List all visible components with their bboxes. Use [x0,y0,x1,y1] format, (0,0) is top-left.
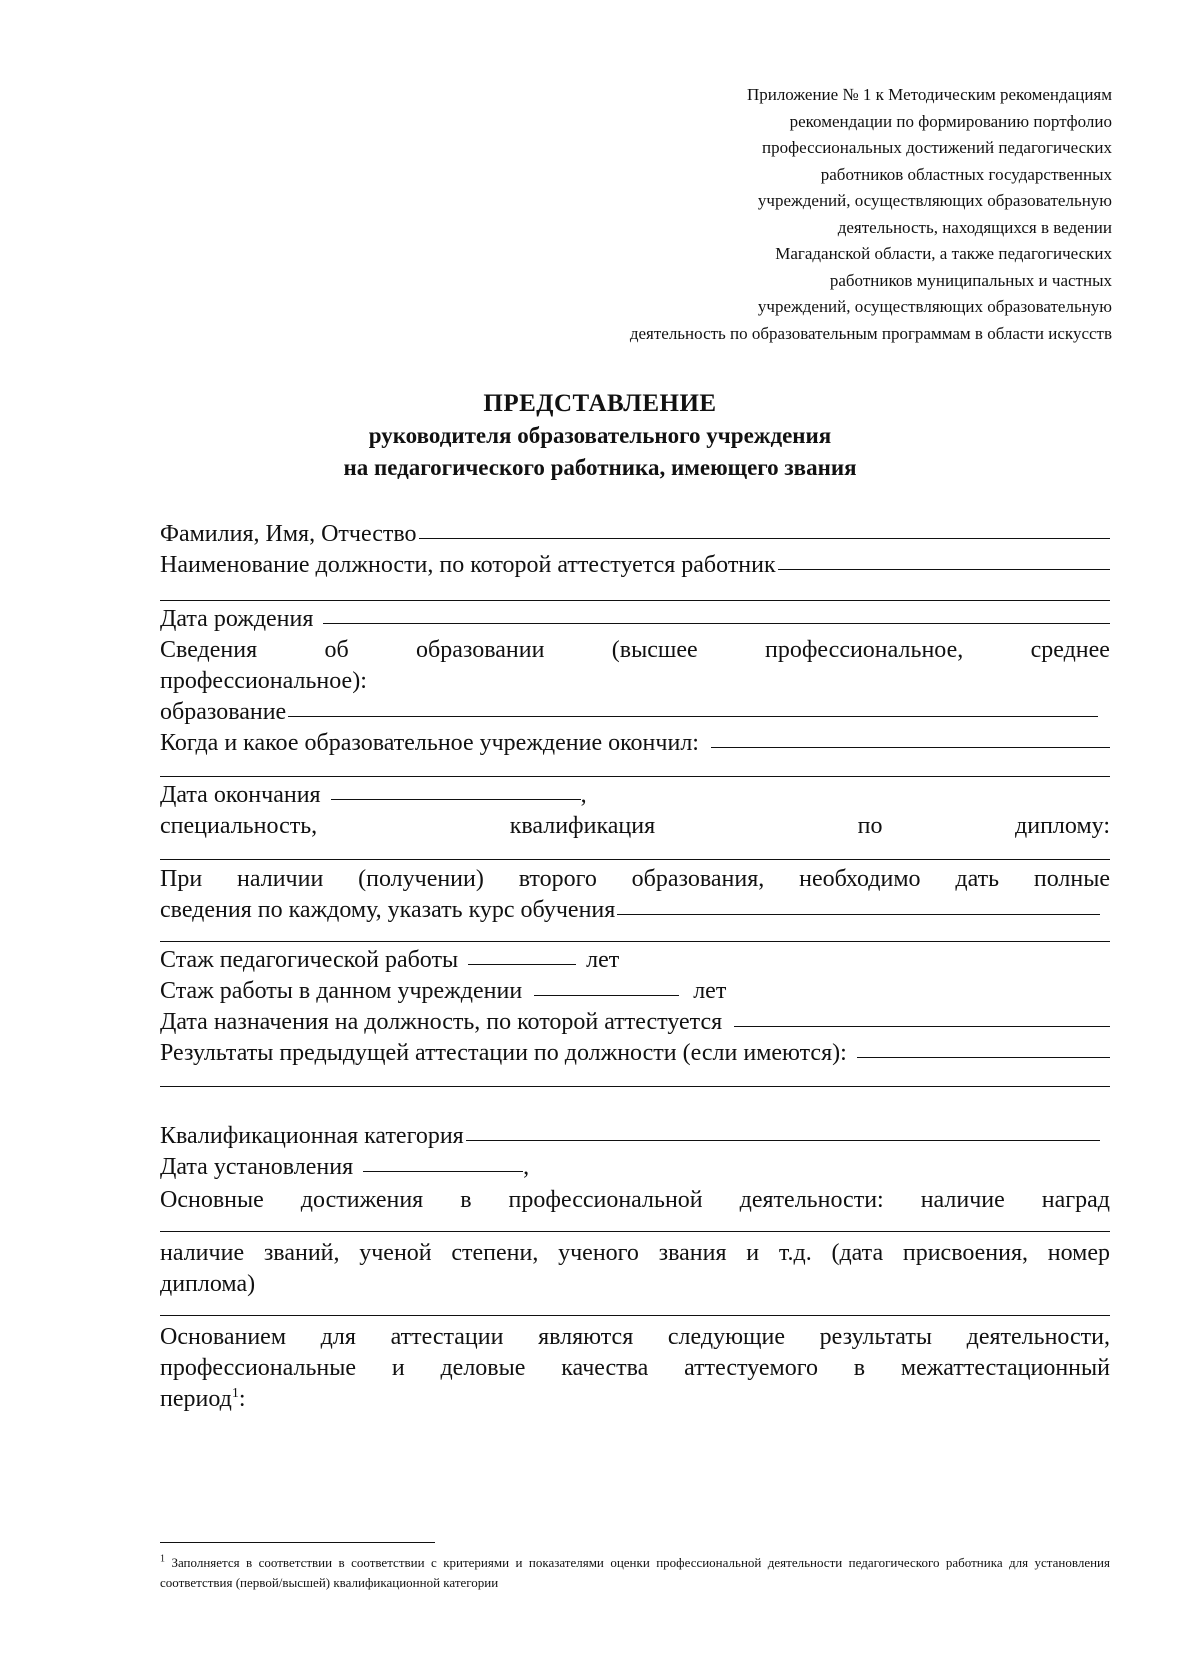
graduated-row [160,730,1110,761]
establish-date-row [160,1154,1110,1185]
establish-date-field[interactable] [363,1170,523,1172]
form-body [160,521,1110,1415]
basis-line-1: Основанием для аттестации являются следующие результаты деятельности, [160,1324,1110,1350]
comma: , [523,1154,530,1180]
footnote [160,1553,1110,1593]
second-edu-line-1: При наличии (получении) второго образования, необходимо дать полные [160,866,1110,892]
appendix-note [472,82,1112,347]
birth-date-field[interactable] [323,622,1110,624]
second-edu-field[interactable] [617,913,1100,915]
second-edu-line-2 [160,895,1110,926]
titles-line-1: наличие званий, ученой степени, ученого звания и т.д. (дата присвоения, номер [160,1240,1110,1266]
basis-line-3 [160,1384,1110,1415]
specialty-word: квалификация [509,813,656,839]
graduated-field[interactable] [711,746,1110,748]
inst-experience-label: Стаж работы в данном учреждении [160,978,523,1004]
appendix-line: работников муниципальных и частных [829,270,1112,290]
blank-line[interactable] [160,775,1110,777]
blank-line[interactable] [160,1314,1110,1316]
edu-word: образовании [416,637,545,663]
education-label: образование [160,699,287,725]
specialty-word: специальность, [160,813,318,839]
comma: , [580,782,587,808]
inst-experience-row [160,978,1110,1009]
appendix-line: работников областных государственных [820,164,1112,184]
position-field[interactable] [778,568,1110,570]
appointment-date-label: Дата назначения на должность, по которой аттестуется [160,1009,723,1035]
basis-line-3-text: период [160,1386,232,1412]
footnote-text: Заполняется в соответствии в соответствии с критериями и показателями оценки профессиональной деятельности педагогического работника для установления соответствия (первой/высшей) квалификационной категории [160,1555,1110,1590]
blank-line[interactable] [160,940,1110,942]
years-label: лет [586,947,620,973]
appendix-line: деятельность, находящихся в ведении [837,217,1112,237]
blank-line[interactable] [160,1230,1110,1232]
grad-date-row [160,782,1110,813]
appointment-date-row [160,1009,1110,1040]
qual-category-label: Квалификационная категория [160,1123,464,1149]
specialty-word: диплому: [1015,813,1110,839]
footnote-ref[interactable]: 1 [231,1386,239,1401]
second-education-block [160,864,1110,926]
education-info-line-2 [160,668,1110,699]
edu-word: профессиональное, [765,637,964,663]
title-line-3: на педагогического работника, имеющего звания [343,455,857,480]
blank-line[interactable] [160,599,1110,601]
edu-info-line2-text: профессиональное): [160,668,367,694]
birth-date-label: Дата рождения [160,606,314,632]
footnote-mark: 1 [160,1553,165,1565]
prev-attestation-field[interactable] [857,1056,1110,1058]
fio-row [160,521,1110,552]
title-line-2: руководителя образовательного учреждения [368,423,832,448]
position-row [160,552,1110,583]
birth-date-row [160,606,1110,637]
fio-label: Фамилия, Имя, Отчество [160,521,417,547]
grad-date-label: Дата окончания [160,782,321,808]
specialty-row [160,813,1110,844]
achievements-row: Основные достижения в профессиональной деятельности: наличие наград [160,1187,1110,1213]
establish-date-label: Дата установления [160,1154,354,1180]
prev-attestation-label: Результаты предыдущей аттестации по должности (если имеются): [160,1040,847,1066]
second-edu-label: сведения по каждому, указать курс обучения [160,897,616,923]
titles-line-2: диплома) [160,1271,256,1297]
grad-date-field[interactable] [331,798,581,800]
prev-attestation-row [160,1040,1110,1071]
ped-experience-field[interactable] [468,963,576,965]
education-row [160,699,1110,730]
appendix-line: рекомендации по формированию портфолио [789,111,1112,131]
appointment-date-field[interactable] [734,1025,1110,1027]
qual-category-row [160,1123,1110,1154]
basis-line-2: профессиональные и деловые качества аттестуемого в межаттестационный [160,1355,1110,1381]
edu-word: (высшее [611,637,698,663]
document-title [0,388,1200,484]
appendix-line: Магаданской области, а также педагогических [775,244,1112,263]
inst-experience-field[interactable] [534,994,679,996]
appendix-line: учреждений, осуществляющих образовательную [757,191,1112,210]
ped-experience-row [160,947,1110,978]
appendix-line: учреждений, осуществляющих образовательную [757,297,1112,316]
titles-block [160,1238,1110,1300]
edu-word: среднее [1030,637,1110,663]
position-label: Наименование должности, по которой аттестуется работник [160,552,776,578]
specialty-word: по [857,813,883,839]
years-label: лет [693,978,727,1004]
appendix-line: деятельность по образовательным программам в области искусств [629,323,1112,343]
footnote-divider [160,1542,435,1543]
blank-line[interactable] [160,858,1110,860]
basis-block [160,1322,1110,1415]
qual-category-field[interactable] [466,1139,1100,1141]
basis-colon: : [238,1386,246,1412]
edu-word: Сведения [160,637,258,663]
appendix-line: Приложение № 1 к Методическим рекомендациям [746,85,1112,104]
appendix-line: профессиональных достижений педагогических [762,138,1112,157]
title-main: ПРЕДСТАВЛЕНИЕ [483,390,717,417]
edu-word: об [324,637,349,663]
ped-experience-label: Стаж педагогической работы [160,947,459,973]
graduated-label: Когда и какое образовательное учреждение окончил: [160,730,699,756]
fio-field[interactable] [419,537,1110,539]
education-info-row [160,637,1110,668]
education-field[interactable] [288,715,1098,717]
